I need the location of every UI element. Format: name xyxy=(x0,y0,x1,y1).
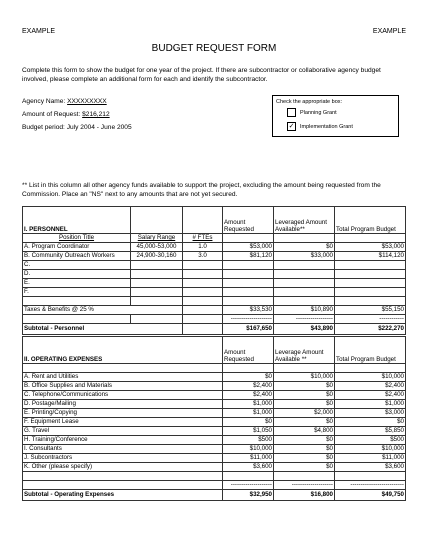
position-title: E. xyxy=(23,279,131,288)
amount-value: $216,212 xyxy=(82,111,110,118)
expense-label: B. Office Supplies and Materials xyxy=(23,382,223,391)
operating-row xyxy=(23,373,406,382)
salary-range xyxy=(131,261,183,270)
personnel-row xyxy=(23,243,406,252)
expense-label: J. Subcontractors xyxy=(23,454,223,463)
dash-leveraged: ------------------ xyxy=(274,315,335,324)
ftes xyxy=(183,270,223,279)
operating-row xyxy=(23,382,406,391)
grant-type-box xyxy=(272,95,399,137)
header-right: EXAMPLE xyxy=(372,28,406,35)
total-budget: $2,400 xyxy=(335,382,406,391)
op-subtotal-total: $49,750 xyxy=(335,490,406,501)
subtotal-leveraged: $43,890 xyxy=(274,324,335,335)
ftes xyxy=(183,279,223,288)
amount-requested: $500 xyxy=(223,436,274,445)
amount-requested: $0 xyxy=(223,418,274,427)
expense-label: C. Telephone/Communications xyxy=(23,391,223,400)
op-dash-leveraged: -------------------- xyxy=(274,481,335,490)
amount-requested xyxy=(223,270,274,279)
amount-leveraged: $0 xyxy=(274,400,335,409)
amount-requested: $10,000 xyxy=(223,445,274,454)
taxes-total: $55,150 xyxy=(335,306,406,315)
amount-label: Amount of Request: xyxy=(22,111,81,118)
op-col-requested: Amount Requested xyxy=(223,337,274,364)
expense-label: A. Rent and Utilities xyxy=(23,373,223,382)
operating-row xyxy=(23,418,406,427)
col-ftes: # FTEs xyxy=(183,234,223,243)
total-budget: $5,850 xyxy=(335,427,406,436)
amount-requested: $0 xyxy=(223,373,274,382)
expense-label: K. Other (please specify) xyxy=(23,463,223,472)
dash-total: ------------ xyxy=(335,315,406,324)
personnel-row xyxy=(23,279,406,288)
subtotal-total: $222,270 xyxy=(335,324,406,335)
total-budget xyxy=(335,261,406,270)
total-budget: $2,400 xyxy=(335,391,406,400)
col-position-title: Position Title xyxy=(23,234,131,243)
expense-label: G. Travel xyxy=(23,427,223,436)
expense-label: H. Training/Conference xyxy=(23,436,223,445)
amount-leveraged: $2,000 xyxy=(274,409,335,418)
operating-table xyxy=(22,336,406,501)
op-col-total: Total Program Budget xyxy=(335,337,406,364)
amount-leveraged: $0 xyxy=(274,391,335,400)
intro-text: Complete this form to show the budget for one year of the project. If there are subcontractor or collaborative agency budget involved, please complete an additional form for each and identify the subcontractor. xyxy=(22,67,381,83)
amount-requested: $1,000 xyxy=(223,409,274,418)
op-col-leveraged: Leverage Amount Available ** xyxy=(274,337,335,364)
op-dash-total: -------------------------- xyxy=(335,481,406,490)
total-budget xyxy=(335,270,406,279)
leverage-note: ** List in this column all other agency funds available to support the project, excluding the amount being requested from the Commission. Place an "NS" next to any amounts that are not yet secured. xyxy=(22,182,381,198)
total-budget: $1,000 xyxy=(335,400,406,409)
salary-range xyxy=(131,288,183,297)
op-subtotal-requested: $32,950 xyxy=(223,490,274,501)
amount-leveraged xyxy=(274,270,335,279)
position-title: D. xyxy=(23,270,131,279)
amount-leveraged: $0 xyxy=(274,243,335,252)
total-budget: $3,000 xyxy=(335,409,406,418)
taxes-leveraged: $10,890 xyxy=(274,306,335,315)
expense-label: E. Printing/Copying xyxy=(23,409,223,418)
agency-name-label: Agency Name: xyxy=(22,98,66,105)
operating-row xyxy=(23,427,406,436)
subtotal-label: Subtotal - Personnel xyxy=(23,324,183,335)
operating-row xyxy=(23,436,406,445)
position-title: C. xyxy=(23,261,131,270)
total-budget: $53,000 xyxy=(335,243,406,252)
total-budget: $3,600 xyxy=(335,463,406,472)
expense-label: D. Postage/Mailing xyxy=(23,400,223,409)
operating-row xyxy=(23,445,406,454)
amount-requested xyxy=(223,261,274,270)
amount-leveraged: $0 xyxy=(274,382,335,391)
op-dash-requested: -------------------- xyxy=(223,481,274,490)
amount-leveraged: $0 xyxy=(274,436,335,445)
amount-leveraged: $0 xyxy=(274,463,335,472)
personnel-section-title: I. PERSONNEL xyxy=(23,207,131,234)
expense-label: F. Equipment Lease xyxy=(23,418,223,427)
grant-box-title: Check the appropriate box: xyxy=(276,99,343,105)
col-requested: Amount Requested xyxy=(223,207,274,234)
total-budget: $0 xyxy=(335,418,406,427)
amount-requested: $3,600 xyxy=(223,463,274,472)
amount-row xyxy=(22,111,110,118)
operating-row xyxy=(23,463,406,472)
amount-requested xyxy=(223,279,274,288)
taxes-label: Taxes & Benefits @ 25 % xyxy=(23,306,183,315)
subtotal-requested: $167,650 xyxy=(223,324,274,335)
col-leveraged: Leveraged Amount Available** xyxy=(274,207,335,234)
page-title: BUDGET REQUEST FORM xyxy=(151,43,277,54)
amount-leveraged: $10,000 xyxy=(274,373,335,382)
amount-requested xyxy=(223,288,274,297)
amount-requested: $2,400 xyxy=(223,382,274,391)
ftes xyxy=(183,261,223,270)
salary-range: 45,000-53,000 xyxy=(131,243,183,252)
agency-name-row xyxy=(22,98,107,105)
taxes-row xyxy=(23,306,406,315)
personnel-table xyxy=(22,206,406,335)
salary-range xyxy=(131,279,183,288)
operating-section-title: II. OPERATING EXPENSES xyxy=(23,337,223,364)
amount-requested: $53,000 xyxy=(223,243,274,252)
position-title: A. Program Coordinator xyxy=(23,243,131,252)
amount-leveraged xyxy=(274,288,335,297)
ftes: 1.0 xyxy=(183,243,223,252)
total-budget: $114,120 xyxy=(335,252,406,261)
personnel-row xyxy=(23,270,406,279)
amount-requested: $11,000 xyxy=(223,454,274,463)
operating-subtotal-row xyxy=(23,490,406,501)
personnel-row xyxy=(23,252,406,261)
op-subtotal-leveraged: $16,800 xyxy=(274,490,335,501)
total-budget xyxy=(335,279,406,288)
budget-period: Budget period: July 2004 - June 2005 xyxy=(22,124,132,131)
salary-range xyxy=(131,270,183,279)
amount-leveraged: $33,000 xyxy=(274,252,335,261)
total-budget: $500 xyxy=(335,436,406,445)
col-total: Total Program Budget xyxy=(335,207,406,234)
personnel-row xyxy=(23,261,406,270)
planning-grant-label: Planning Grant xyxy=(300,109,337,116)
implementation-grant-checkbox[interactable]: ✓ xyxy=(288,123,295,130)
agency-name-value: XXXXXXXXX xyxy=(67,98,107,105)
operating-row xyxy=(23,391,406,400)
amount-leveraged xyxy=(274,279,335,288)
total-budget: $10,000 xyxy=(335,373,406,382)
ftes xyxy=(183,288,223,297)
amount-requested: $1,050 xyxy=(223,427,274,436)
taxes-requested: $33,530 xyxy=(223,306,274,315)
personnel-row xyxy=(23,288,406,297)
amount-leveraged xyxy=(274,261,335,270)
op-subtotal-label: Subtotal - Operating Expenses xyxy=(23,490,223,501)
col-salary-range: Salary Range xyxy=(131,234,183,243)
position-title: F. xyxy=(23,288,131,297)
total-budget: $11,000 xyxy=(335,454,406,463)
personnel-subtotal-row xyxy=(23,324,406,335)
planning-grant-option[interactable] xyxy=(287,108,337,117)
ftes: 3.0 xyxy=(183,252,223,261)
header-left: EXAMPLE xyxy=(22,28,56,35)
amount-leveraged: $4,800 xyxy=(274,427,335,436)
total-budget: $10,000 xyxy=(335,445,406,454)
amount-requested: $1,000 xyxy=(223,400,274,409)
planning-grant-checkbox[interactable] xyxy=(287,108,296,117)
total-budget xyxy=(335,288,406,297)
implementation-grant-label: Implementation Grant xyxy=(300,123,353,130)
salary-range: 24,900-30,160 xyxy=(131,252,183,261)
amount-requested: $81,120 xyxy=(223,252,274,261)
operating-row xyxy=(23,454,406,463)
amount-leveraged: $0 xyxy=(274,445,335,454)
expense-label: I. Consultants xyxy=(23,445,223,454)
amount-requested: $2,400 xyxy=(223,391,274,400)
operating-row xyxy=(23,409,406,418)
amount-leveraged: $0 xyxy=(274,418,335,427)
position-title: B. Community Outreach Workers xyxy=(23,252,131,261)
implementation-grant-option[interactable] xyxy=(287,122,353,131)
amount-leveraged: $0 xyxy=(274,454,335,463)
operating-row xyxy=(23,400,406,409)
dash-requested: -------------------- xyxy=(223,315,274,324)
